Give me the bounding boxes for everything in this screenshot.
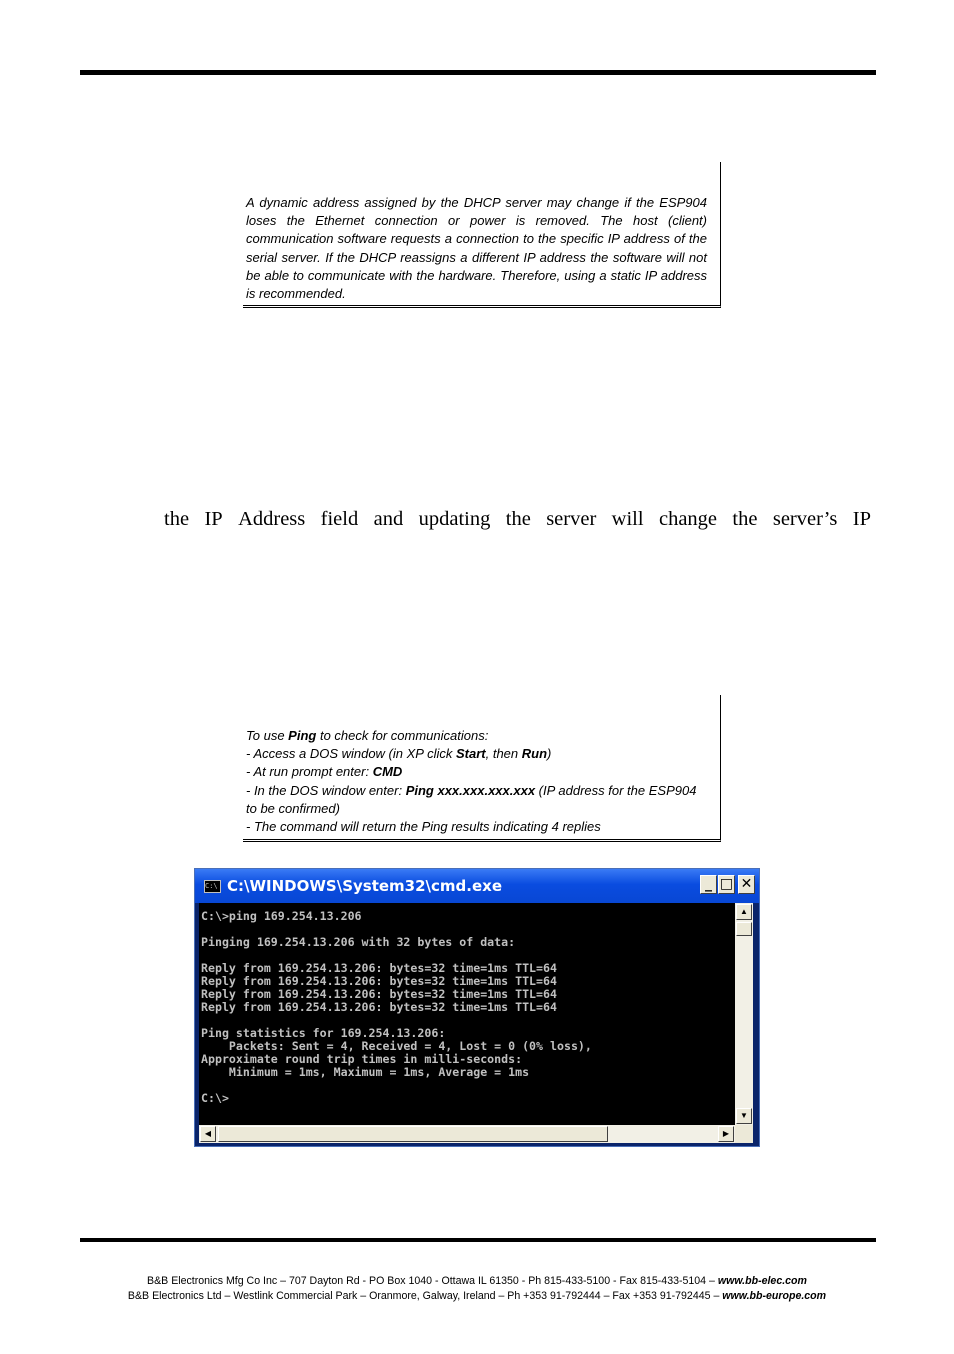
footer-eu-url[interactable]: www.bb-europe.com bbox=[722, 1290, 827, 1302]
horizontal-scroll-thumb[interactable] bbox=[218, 1126, 608, 1142]
ping-line3-pre: - At run prompt enter: bbox=[246, 764, 373, 780]
ping-line1-pre: To use bbox=[246, 728, 289, 743]
ping-line3-cmd: CMD bbox=[372, 764, 403, 780]
body-word: the bbox=[164, 508, 190, 530]
body-word: change bbox=[658, 508, 718, 530]
footer-eu-address bbox=[0, 1290, 954, 1302]
ping-line4-post: (IP address for the ESP904 to be confirmed) bbox=[246, 782, 697, 816]
body-word: will bbox=[611, 508, 644, 530]
ping-line2-run: Run bbox=[521, 746, 548, 762]
body-word: the bbox=[505, 508, 531, 530]
cmd-title-bar[interactable] bbox=[195, 869, 759, 903]
cmd-output: C:\>ping 169.254.13.206 Pinging 169.254.13.206 with 32 bytes of data: Reply from 169.254.13.206: bytes=32 time=1ms TTL=64 Reply from 169.254.13.206: bytes=32 time=1ms TTL=64 Reply from 169.254.13.206: bytes=32 time=1ms TTL=64 Reply from 169.254.13.206: bytes=32 time=1ms TTL=64 Ping statistics for 169.254.13.206: Packets: Sent = 4, Received = 4, Lost = 0 (0% loss), Approximate round trip times in milli-seconds: Minimum = 1ms, Maximum = 1ms, Average = 1ms C:\> bbox=[201, 909, 592, 1105]
horizontal-scrollbar[interactable] bbox=[199, 1125, 735, 1143]
dhcp-note-box bbox=[243, 162, 721, 308]
footer-rule bbox=[80, 1238, 876, 1242]
cmd-console[interactable] bbox=[199, 903, 735, 1125]
dhcp-note-text: A dynamic address assigned by the DHCP server may change if the ESP904 loses the Ethernet connection or power is removed. The host (client) communication software requests a connection to the specific IP address of the serial server. If the DHCP reassigns a different IP address the software will not be able to communicate with the hardware. Therefore, using a static IP address is recommended. bbox=[246, 195, 707, 302]
minimize-button[interactable]: _ bbox=[700, 875, 717, 894]
scroll-down-arrow-icon[interactable]: ▼ bbox=[736, 1108, 752, 1124]
close-button[interactable]: ✕ bbox=[738, 875, 755, 894]
cmd-window bbox=[194, 868, 760, 1147]
cmd-icon[interactable]: C:\ bbox=[204, 880, 221, 893]
body-word: updating bbox=[418, 508, 491, 530]
ping-line2-mid: , then bbox=[485, 746, 522, 762]
footer-us-address bbox=[0, 1275, 954, 1287]
maximize-button[interactable]: □ bbox=[719, 876, 734, 892]
body-word: and bbox=[373, 508, 404, 530]
ping-line1-bold: Ping bbox=[288, 728, 317, 743]
ping-line2-start: Start bbox=[455, 746, 486, 762]
vertical-scrollbar[interactable] bbox=[735, 903, 753, 1125]
footer-us-url[interactable]: www.bb-elec.com bbox=[717, 1275, 807, 1287]
footer-us-text: B&B Electronics Mfg Co Inc – 707 Dayton Rd - PO Box 1040 - Ottawa IL 61350 - Ph 815-433-5100 - Fax 815-433-5104 – bbox=[147, 1275, 718, 1287]
cmd-window-title: C:\WINDOWS\System32\cmd.exe bbox=[227, 877, 503, 895]
ping-line4-pre: - In the DOS window enter: bbox=[246, 782, 406, 798]
body-word: server bbox=[546, 508, 597, 530]
header-rule bbox=[80, 70, 876, 75]
ping-line5: - The command will return the Ping results indicating 4 replies bbox=[246, 819, 601, 835]
scroll-up-arrow-icon[interactable]: ▲ bbox=[736, 904, 752, 920]
body-word: field bbox=[320, 508, 359, 530]
ping-note-text bbox=[246, 727, 720, 836]
ping-line1-post: to check for communications: bbox=[316, 728, 489, 743]
body-word: IP bbox=[852, 508, 871, 530]
body-word: the bbox=[732, 508, 758, 530]
vertical-scroll-thumb[interactable] bbox=[736, 922, 752, 936]
ping-line4-bold: Ping xxx.xxx.xxx.xxx bbox=[405, 782, 536, 798]
scroll-left-arrow-icon[interactable]: ◀ bbox=[200, 1126, 216, 1142]
ping-line2-post: ) bbox=[547, 746, 552, 762]
footer-eu-text: B&B Electronics Ltd – Westlink Commercial Park – Oranmore, Galway, Ireland – Ph +353 91-792444 – Fax +353 91-792445 – bbox=[127, 1290, 723, 1302]
ping-note-box bbox=[243, 695, 721, 842]
resize-grip-icon[interactable] bbox=[735, 1125, 753, 1143]
body-word: server’s bbox=[772, 508, 838, 530]
scroll-right-arrow-icon[interactable]: ▶ bbox=[718, 1126, 734, 1142]
body-word: Address bbox=[238, 508, 306, 530]
body-word: IP bbox=[204, 508, 223, 530]
ping-line2-pre: - Access a DOS window (in XP click bbox=[246, 746, 456, 762]
body-text-line bbox=[164, 508, 871, 531]
